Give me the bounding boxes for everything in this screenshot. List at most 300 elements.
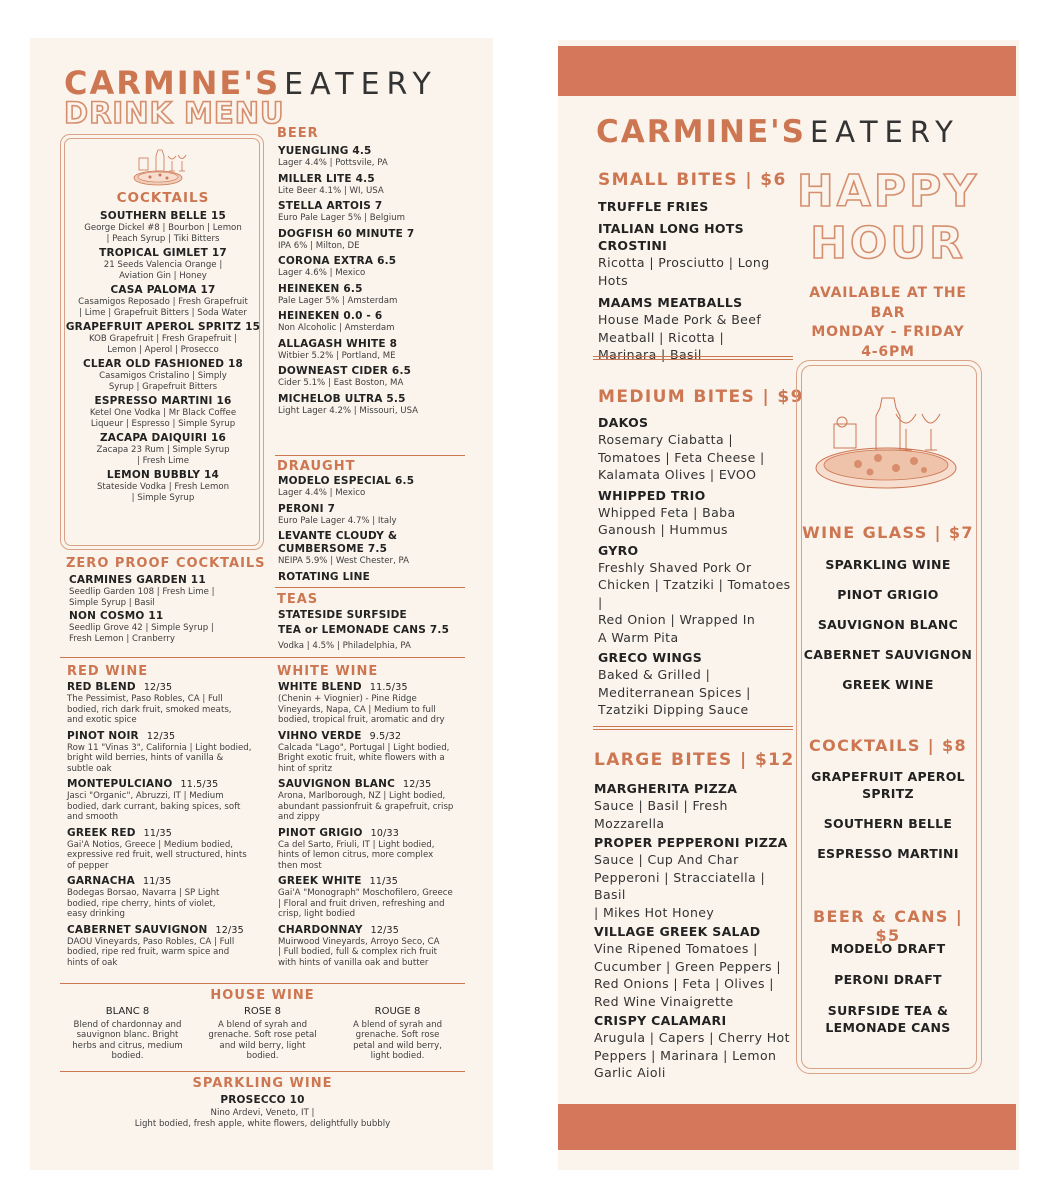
cocktail-desc: Casamigos Cristalino | Simply <box>99 371 227 381</box>
cocktail-item <box>64 432 262 466</box>
happy-word: HAPPY <box>796 166 980 217</box>
medium-bite-name: GRECO WINGS <box>598 650 703 665</box>
draught-heading: DRAUGHT <box>277 459 356 474</box>
medium-bite-item <box>598 649 798 719</box>
house-wine-item <box>60 1007 195 1062</box>
white-wine-name <box>278 827 473 840</box>
white-wine-label: CHARDONNAY <box>278 923 363 936</box>
prosecco-name: PROSECCO 10 <box>220 1094 305 1106</box>
house-wine-desc: herbs and citrus, medium <box>72 1040 183 1051</box>
large-bite-desc: Peppers | Marinara | Lemon <box>594 1047 777 1063</box>
beer-item <box>278 145 468 169</box>
red-wine-desc: Jasci "Organic", Abruzzi, IT | Medium <box>67 791 224 801</box>
small-bite-desc: House Made Pork & Beef <box>598 312 762 327</box>
wine-glass-name: SAUVIGNON BLANC <box>817 617 959 632</box>
medium-bite-desc: Tzatziki Dipping Sauce <box>598 702 749 717</box>
availability-line-2: MONDAY - FRIDAY <box>811 324 965 340</box>
house-wine-desc: and wild berry, light <box>219 1040 306 1051</box>
white-wine-price: 11.5/35 <box>369 682 408 693</box>
beer-desc: Lite Beer 4.1% | WI, USA <box>278 185 384 196</box>
cocktail-desc: Ketel One Vodka | Mr Black Coffee <box>89 408 237 418</box>
red-wine-desc: The Pessimist, Paso Robles, CA | Full <box>67 694 223 704</box>
white-wine-price: 12/35 <box>370 924 400 936</box>
hh-cocktail-item <box>801 815 975 832</box>
cocktail-desc: | Fresh Lime <box>136 455 190 466</box>
beer-desc: Cider 5.1% | East Boston, MA <box>278 378 404 388</box>
red-wine-desc: bodied, dark currant, baking spices, soft <box>67 801 241 812</box>
wine-divider <box>60 657 465 658</box>
red-wine-item <box>67 681 267 726</box>
beer-can-name: MODELO DRAFT <box>830 941 946 956</box>
medium-bite-name: WHIPPED TRIO <box>598 487 706 503</box>
zero-proof-item <box>69 574 259 608</box>
white-wine-desc: Ca del Sarto, Friuli, IT | Light bodied, <box>278 839 435 850</box>
white-wine-desc: abundant passionfruit & grapefruit, crisp <box>278 801 454 812</box>
beer-name: YUENGLING 4.5 <box>278 145 372 157</box>
red-wine-price: 12/35 <box>143 682 173 693</box>
red-wine-desc: subtle oak <box>67 763 112 774</box>
beer-item <box>278 255 468 279</box>
house-wine-desc: sauvignon blanc. Bright <box>76 1030 179 1040</box>
red-wine-name <box>67 681 267 694</box>
white-wine-label: SAUVIGNON BLANC <box>278 778 396 790</box>
large-bite-desc: Garlic Aioli <box>594 1065 666 1080</box>
hh-cocktail-name: SPRITZ <box>862 786 914 801</box>
cocktail-desc: Aviation Gin | Honey <box>119 270 207 281</box>
cocktail-name: GRAPEFRUIT APEROL SPRITZ 15 <box>65 321 261 333</box>
red-wine-desc: bright wild berries, hints of vanilla & <box>67 753 224 763</box>
white-wine-label: VIHNO VERDE <box>278 729 362 742</box>
beer-name: HEINEKEN 0.0 - 6 <box>278 310 383 322</box>
hh-cocktail-item <box>801 845 975 862</box>
beer-item <box>278 365 468 389</box>
white-wine-desc: with hints of vanilla oak and butter <box>278 957 429 968</box>
white-wine-desc: hints of lemon citrus, more complex <box>278 850 434 860</box>
red-wine-label: CABERNET SAUVIGNON <box>67 923 208 936</box>
small-medium-divider <box>593 356 793 360</box>
beer-desc: Lager 4.4% | Pottsvile, PA <box>278 158 388 168</box>
zero-proof-desc: Simple Syrup | Basil <box>69 597 155 608</box>
cocktail-item <box>64 395 262 429</box>
red-wine-desc: DAOU Vineyards, Paso Robles, CA | Full <box>67 936 235 947</box>
medium-bite-item <box>598 487 798 539</box>
beer-can-name: PERONI DRAFT <box>834 972 942 987</box>
cocktail-desc: | Simple Syrup <box>131 492 195 503</box>
red-wine-label: GARNACHA <box>67 875 135 887</box>
red-wine-item <box>67 827 267 872</box>
small-bites-list <box>598 198 798 369</box>
red-wine-price: 11.5/35 <box>180 779 219 790</box>
house-wine-desc: grenache. Soft rose <box>355 1030 440 1040</box>
large-bites-heading: LARGE BITES | $12 <box>594 750 795 770</box>
red-wine-heading: RED WINE <box>67 664 149 679</box>
small-bites-heading: SMALL BITES | $6 <box>598 170 787 190</box>
cocktails-list <box>64 210 262 506</box>
medium-bite-desc: Whipped Feta | Baba <box>598 504 736 520</box>
red-wine-desc: Gai'A Notios, Greece | Medium bodied, <box>67 839 234 850</box>
red-wine-desc: and smooth <box>67 812 119 822</box>
medium-bite-name: GYRO <box>598 542 639 558</box>
red-wine-list <box>67 681 267 972</box>
brand-logo-right <box>596 114 960 150</box>
house-wine-desc: A blend of syrah and <box>352 1019 443 1030</box>
happy-hour-title <box>790 166 986 270</box>
brand-name-bold: CARMINE'S <box>64 64 281 102</box>
beer-heading: BEER <box>277 126 319 141</box>
beer-name: CORONA EXTRA 6.5 <box>278 255 397 267</box>
hour-word: HOUR <box>810 218 966 269</box>
wine-glass-item <box>801 676 975 693</box>
pizza-drinks-illustration-small <box>128 144 194 188</box>
house-wine-desc: Blend of chardonnay and <box>73 1019 182 1030</box>
red-wine-name <box>67 778 267 791</box>
wine-glass-name: SPARKLING WINE <box>825 557 951 572</box>
wine-glass-name: GREEK WINE <box>842 677 934 692</box>
large-bite-desc: Cucumber | Green Peppers | <box>594 958 781 974</box>
house-wine-desc: petal and wild berry, <box>353 1040 442 1051</box>
cocktail-item <box>64 358 262 392</box>
brand-name-thin: EATERY <box>284 67 438 102</box>
beer-name: ALLAGASH WHITE 8 <box>278 337 398 350</box>
availability-line-3: 4-6PM <box>861 343 915 360</box>
cocktail-item <box>64 284 262 318</box>
beer-can-item <box>801 940 975 957</box>
beer-desc: Light Lager 4.2% | Missouri, USA <box>278 405 419 416</box>
zero-proof-item <box>69 610 259 644</box>
availability-block <box>790 284 986 362</box>
teas-heading: TEAS <box>277 592 319 607</box>
beer-cans-list <box>801 940 975 1050</box>
wine-glass-item <box>801 586 975 603</box>
prosecco-desc-1: Nino Ardevi, Veneto, IT | <box>210 1108 315 1118</box>
hh-cocktail-name: SOUTHERN BELLE <box>823 816 953 831</box>
white-wine-name <box>278 730 473 743</box>
beer-desc: Non Alcoholic | Amsterdam <box>278 323 395 333</box>
red-wine-name <box>67 875 267 888</box>
cocktail-desc: Liqueur | Espresso | Simple Syrup <box>90 418 236 429</box>
draught-teas-divider <box>275 587 465 588</box>
medium-bites-heading: MEDIUM BITES | $9 <box>598 387 804 407</box>
teas-line-2: TEA or LEMONADE CANS 7.5 <box>278 624 450 636</box>
hh-cocktails-heading: COCKTAILS | $8 <box>808 736 968 755</box>
medium-bite-desc: Kalamata Olives | EVOO <box>598 467 757 482</box>
medium-bite-desc: Chicken | Tzatziki | Tomatoes | <box>598 577 791 610</box>
red-wine-item <box>67 778 267 823</box>
white-wine-desc: (Chenin + Viognier) - Pine Ridge <box>278 694 417 704</box>
cocktail-desc: Stateside Vodka | Fresh Lemon <box>96 482 230 492</box>
medium-bite-item <box>598 414 798 484</box>
large-bite-name: CRISPY CALAMARI <box>594 1013 727 1028</box>
cocktail-desc: Casamigos Reposado | Fresh Grapefruit <box>78 297 248 307</box>
white-wine-item <box>278 681 473 726</box>
large-bite-desc: Vine Ripened Tomatoes | <box>594 941 758 956</box>
wine-glass-item <box>801 646 975 663</box>
cocktail-item <box>64 210 262 244</box>
white-wine-name <box>278 778 473 791</box>
hh-cocktails-list <box>801 768 975 875</box>
wine-glass-list <box>801 556 975 706</box>
white-wine-item <box>278 827 473 872</box>
small-bite-name: CROSTINI <box>598 238 668 253</box>
beer-desc: Lager 4.6% | Mexico <box>278 268 366 278</box>
white-wine-name <box>278 875 473 888</box>
drink-menu-title: DRINK MENU <box>64 96 285 130</box>
red-wine-price: 12/35 <box>146 730 176 742</box>
cocktail-item <box>64 247 262 281</box>
beer-item <box>278 310 468 334</box>
beer-list <box>278 145 468 420</box>
top-band <box>558 46 1016 96</box>
large-bite-item <box>594 834 794 921</box>
draught-item <box>278 571 473 584</box>
white-wine-desc: Bright exotic fruit, white flowers with a <box>278 753 445 763</box>
medium-bite-desc: Mediterranean Spices | <box>598 684 751 700</box>
beer-can-item <box>801 971 975 988</box>
house-wine-desc: grenache. Soft rose petal <box>208 1030 317 1040</box>
zero-proof-name: CARMINES GARDEN 11 <box>69 574 206 586</box>
draught-name: PERONI 7 <box>278 502 336 515</box>
large-bite-item <box>594 780 794 832</box>
house-wine-item <box>195 1007 330 1062</box>
beer-cans-heading: BEER & CANS | $5 <box>812 907 964 945</box>
teas-desc: Vodka | 4.5% | Philadelphia, PA <box>278 641 411 651</box>
white-wine-desc: Muirwood Vineyards, Arroyo Seco, CA <box>278 936 440 947</box>
cocktail-name: SOUTHERN BELLE 15 <box>99 210 227 222</box>
beer-desc: Euro Pale Lager 5% | Belgium <box>278 213 405 223</box>
small-bite-desc: Ricotta | Prosciutto | Long Hots <box>598 255 770 288</box>
house-wine-item <box>330 1007 465 1062</box>
large-bites-list <box>594 780 794 1084</box>
cocktail-name: LEMON BUBBLY 14 <box>106 469 220 481</box>
prosecco-desc-2: Light bodied, fresh apple, white flowers, delightfully bubbly <box>134 1119 391 1129</box>
beer-name: DOGFISH 60 MINUTE 7 <box>278 227 415 240</box>
white-wine-item <box>278 778 473 823</box>
white-wine-desc: crisp, light bodied <box>278 909 356 919</box>
red-wine-price: 11/35 <box>143 827 173 839</box>
white-wine-name <box>278 924 473 937</box>
beer-item <box>278 228 468 252</box>
beer-name: HEINEKEN 6.5 <box>278 282 363 295</box>
white-wine-desc: | Floral and fruit driven, refreshing and <box>278 898 445 909</box>
small-bite-item <box>598 294 798 364</box>
medium-large-divider <box>593 726 793 730</box>
bottom-band <box>558 1104 1016 1150</box>
brand-name-thin-right: EATERY <box>809 115 960 149</box>
house-wine-desc: bodied. <box>246 1051 279 1061</box>
beer-item <box>278 200 468 224</box>
white-wine-item <box>278 875 473 920</box>
white-wine-desc: bodied, tropical fruit, aromatic and dry <box>278 715 445 725</box>
large-bite-desc: | Mikes Hot Honey <box>594 904 715 920</box>
small-bite-item <box>598 198 798 215</box>
cocktails-heading: COCKTAILS <box>116 190 210 206</box>
red-wine-desc: and exotic spice <box>67 715 137 725</box>
cocktail-desc: 21 Seeds Valencia Orange | <box>103 260 223 270</box>
red-wine-item <box>67 924 267 969</box>
large-bite-desc: Red Wine Vinaigrette <box>594 993 734 1009</box>
house-wine-desc: light bodied. <box>370 1051 425 1061</box>
large-bite-desc: Pepperoni | Stracciatella | Basil <box>594 869 766 902</box>
medium-bite-desc: Rosemary Ciabatta | <box>598 432 734 447</box>
draught-item <box>278 530 473 567</box>
white-wine-price: 12/35 <box>403 779 432 790</box>
zero-proof-heading: ZERO PROOF COCKTAILS <box>66 556 266 571</box>
small-bite-desc: Marinara | Basil <box>598 347 702 362</box>
white-wine-price: 9.5/32 <box>369 730 402 742</box>
draught-desc: NEIPA 5.9% | West Chester, PA <box>278 556 410 566</box>
red-wine-name <box>67 827 267 840</box>
hh-cocktail-item <box>801 768 975 802</box>
house-wine-desc: bodied. <box>111 1051 144 1061</box>
red-wine-desc: easy drinking <box>67 909 125 919</box>
white-wine-item <box>278 730 473 775</box>
draught-list <box>278 475 473 588</box>
white-wine-label: WHITE BLEND <box>278 681 362 693</box>
medium-bite-desc: Freshly Shaved Pork Or <box>598 559 752 575</box>
teas-line-1: STATESIDE SURFSIDE <box>278 609 407 621</box>
red-wine-name <box>67 730 267 743</box>
zero-proof-desc: Fresh Lemon | Cranberry <box>69 633 175 644</box>
medium-bite-name: DAKOS <box>598 415 649 430</box>
cocktail-desc: | Peach Syrup | Tiki Bitters <box>106 233 220 244</box>
draught-item <box>278 503 473 527</box>
cocktail-name: ZACAPA DAIQUIRI 16 <box>99 432 227 444</box>
white-wine-list <box>278 681 473 972</box>
cocktail-desc: Syrup | Grapefruit Bitters <box>108 381 218 392</box>
sparkling-heading: SPARKLING WINE <box>192 1076 333 1091</box>
small-bite-desc: Meatball | Ricotta | <box>598 329 725 345</box>
house-wine-divider <box>60 983 465 984</box>
white-wine-desc: Vineyards, Napa, CA | Medium to full <box>278 704 436 715</box>
beer-name: MILLER LITE 4.5 <box>278 172 375 185</box>
large-bite-desc: Sauce | Cup And Char <box>594 852 739 867</box>
white-wine-item <box>278 924 473 969</box>
medium-bite-desc: Tomatoes | Feta Cheese | <box>598 449 765 465</box>
beer-name: DOWNEAST CIDER 6.5 <box>278 365 412 377</box>
red-wine-label: RED BLEND <box>67 681 136 693</box>
small-bite-name: ITALIAN LONG HOTS <box>598 221 744 236</box>
red-wine-desc: Bodegas Borsao, Navarra | SP Light <box>67 888 220 898</box>
large-bite-name: MARGHERITA PIZZA <box>594 781 738 796</box>
red-wine-label: MONTEPULCIANO <box>67 778 173 790</box>
cocktail-name: CLEAR OLD FASHIONED 18 <box>82 358 244 370</box>
zero-proof-name: NON COSMO 11 <box>69 610 164 622</box>
beer-can-name: SURFSIDE TEA & <box>827 1003 949 1018</box>
cocktail-desc: Zacapa 23 Rum | Simple Syrup <box>96 445 230 455</box>
red-wine-desc: bodied, ripe red fruit, warm spice and <box>67 947 230 957</box>
hh-cocktail-name: GRAPEFRUIT APEROL <box>811 769 965 784</box>
red-wine-desc: Row 11 "Vinas 3", California | Light bodied, <box>67 742 252 753</box>
wine-glass-name: PINOT GRIGIO <box>837 587 939 602</box>
red-wine-item <box>67 730 267 775</box>
beer-item <box>278 283 468 307</box>
large-bite-desc: Sauce | Basil | Fresh Mozzarella <box>594 798 728 831</box>
white-wine-desc: Calcada "Lago", Portugal | Light bodied, <box>278 742 450 753</box>
white-wine-heading: WHITE WINE <box>277 664 379 679</box>
draught-desc: Lager 4.4% | Mexico <box>278 488 366 498</box>
white-wine-label: GREEK WHITE <box>278 875 362 887</box>
cocktail-desc: Lemon | Aperol | Prosecco <box>107 344 219 355</box>
wine-glass-heading: WINE GLASS | $7 <box>802 523 974 542</box>
medium-bite-desc: Red Onion | Wrapped In <box>598 612 756 627</box>
red-wine-desc: of pepper <box>67 860 109 871</box>
white-wine-price: 11/35 <box>369 876 399 887</box>
wine-glass-name: CABERNET SAUVIGNON <box>803 647 973 662</box>
beer-item <box>278 173 468 197</box>
zero-proof-list <box>69 574 259 646</box>
medium-bites-list <box>598 414 798 722</box>
draught-name: ROTATING LINE <box>278 570 370 583</box>
red-wine-price: 12/35 <box>215 924 244 936</box>
red-wine-price: 11/35 <box>142 876 172 887</box>
brand-name-bold-right: CARMINE'S <box>596 114 806 150</box>
availability-line-1: AVAILABLE AT THE BAR <box>809 285 967 321</box>
draught-name: MODELO ESPECIAL 6.5 <box>278 475 415 487</box>
wine-glass-item <box>801 616 975 633</box>
red-wine-desc: bodied, rich dark fruit, smoked meats, <box>67 704 232 715</box>
large-bite-desc: Red Onions | Feta | Olives | <box>594 976 774 991</box>
medium-bite-item <box>598 542 798 647</box>
house-wine-name: ROSE 8 <box>243 1006 282 1017</box>
draught-desc: Euro Pale Lager 4.7% | Italy <box>278 515 397 526</box>
red-wine-item <box>67 875 267 920</box>
zero-proof-desc: Seedlip Garden 108 | Fresh Lime | <box>69 587 215 597</box>
beer-can-name: LEMONADE CANS <box>825 1020 951 1035</box>
cocktail-item <box>64 321 262 355</box>
house-wine-list <box>60 1007 465 1062</box>
beer-name: MICHELOB ULTRA 5.5 <box>278 392 406 405</box>
house-wine-heading: HOUSE WINE <box>210 988 315 1003</box>
beer-desc: IPA 6% | Milton, DE <box>278 240 360 251</box>
beer-item <box>278 338 468 362</box>
white-wine-desc: Arona, Marlborough, NZ | Light bodied, <box>278 791 446 801</box>
cocktail-desc: KOB Grapefruit | Fresh Grapefruit | <box>88 334 238 344</box>
cocktail-name: ESPRESSO MARTINI 16 <box>94 395 232 407</box>
white-wine-desc: | Full bodied, full & complex rich fruit <box>278 947 437 957</box>
large-bite-item <box>594 1012 794 1082</box>
hh-cocktail-name: ESPRESSO MARTINI <box>817 846 959 861</box>
red-wine-name <box>67 924 267 937</box>
medium-bite-desc: Baked & Grilled | <box>598 667 711 682</box>
white-wine-price: 10/33 <box>370 827 399 839</box>
beer-desc: Pale Lager 5% | Amsterdam <box>278 295 398 306</box>
pizza-drinks-illustration <box>812 392 962 496</box>
red-wine-desc: bodied, ripe cherry, hints of violet, <box>67 898 216 909</box>
house-wine-name: ROUGE 8 <box>374 1006 421 1017</box>
wine-glass-item <box>801 556 975 573</box>
house-wine-desc: A blend of syrah and <box>217 1019 308 1030</box>
white-wine-name <box>278 681 473 694</box>
beer-name: STELLA ARTOIS 7 <box>278 200 383 212</box>
red-wine-label: PINOT NOIR <box>67 729 139 742</box>
white-wine-desc: hint of spritz <box>278 763 333 774</box>
medium-bite-desc: A Warm Pita <box>598 629 679 645</box>
large-bite-desc: Arugula | Capers | Cherry Hot <box>594 1030 790 1045</box>
medium-bite-desc: Ganoush | Hummus <box>598 522 728 537</box>
draught-item <box>278 475 473 499</box>
large-bite-name: VILLAGE GREEK SALAD <box>594 924 761 939</box>
large-bite-name: PROPER PEPPERONI PIZZA <box>594 835 788 850</box>
cocktail-item <box>64 469 262 503</box>
white-wine-desc: then most <box>278 860 322 871</box>
large-bite-item <box>594 923 794 1010</box>
zero-proof-desc: Seedlip Grove 42 | Simple Syrup | <box>69 623 214 633</box>
cocktail-name: CASA PALOMA 17 <box>110 284 216 296</box>
small-bite-name: TRUFFLE FRIES <box>598 199 709 214</box>
cocktail-name: TROPICAL GIMLET 17 <box>99 247 227 259</box>
white-wine-desc: Gai'A "Monograph" Moschofilero, Greece <box>278 888 453 898</box>
red-wine-label: GREEK RED <box>67 826 136 839</box>
